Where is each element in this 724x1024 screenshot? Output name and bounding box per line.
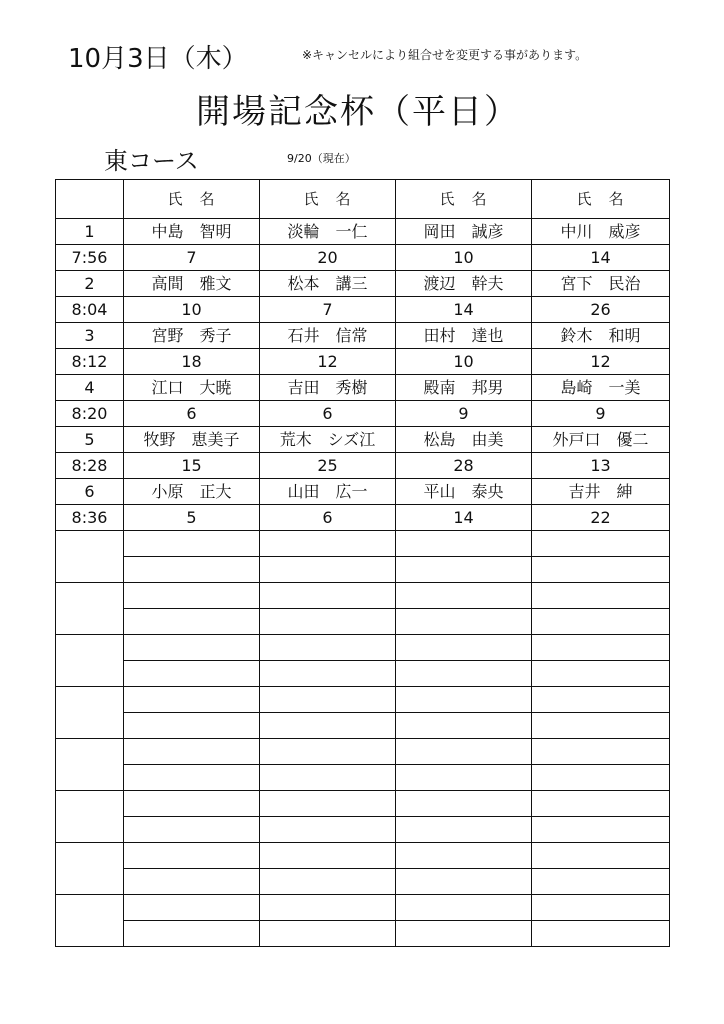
empty-name-cell [124,531,260,557]
handicap-row [56,401,670,427]
player-handicap: 14 [396,505,532,531]
player-name: 岡田 誠彦 [396,219,532,245]
empty-handicap-cell [396,557,532,583]
player-handicap: 10 [124,297,260,323]
player-name: 高間 雅文 [124,271,260,297]
empty-name-cell [124,739,260,765]
empty-name-cell [532,583,670,609]
empty-handicap-cell [124,765,260,791]
empty-handicap-cell [532,661,670,687]
empty-name-cell [532,739,670,765]
empty-handicap-cell [532,557,670,583]
player-name: 鈴木 和明 [532,323,670,349]
column-header: 氏 名 [396,180,532,219]
player-name: 外戸口 優二 [532,427,670,453]
empty-handicap-row [56,869,670,895]
empty-handicap-cell [260,661,396,687]
empty-handicap-cell [260,765,396,791]
empty-handicap-cell [396,609,532,635]
player-handicap: 13 [532,453,670,479]
empty-handicap-cell [532,609,670,635]
empty-name-cell [396,791,532,817]
table-body [56,219,670,947]
empty-group-cell [56,895,124,947]
player-name: 淡輪 一仁 [260,219,396,245]
player-handicap: 9 [396,401,532,427]
empty-name-cell [396,531,532,557]
group-number: 2 [56,271,124,297]
player-handicap: 26 [532,297,670,323]
empty-handicap-row [56,817,670,843]
player-name: 吉田 秀樹 [260,375,396,401]
empty-handicap-cell [124,713,260,739]
empty-name-cell [532,635,670,661]
empty-name-cell [396,895,532,921]
empty-name-row [56,843,670,869]
empty-group-cell [56,739,124,791]
empty-name-cell [396,583,532,609]
player-handicap: 6 [260,505,396,531]
player-name: 渡辺 幹夫 [396,271,532,297]
empty-name-cell [260,687,396,713]
course-name: 東コース [104,147,199,175]
handicap-row [56,453,670,479]
empty-name-cell [124,583,260,609]
empty-handicap-cell [396,921,532,947]
empty-name-row [56,791,670,817]
empty-handicap-cell [124,661,260,687]
tee-time: 8:36 [56,505,124,531]
name-row [56,219,670,245]
empty-group-cell [56,583,124,635]
empty-handicap-row [56,921,670,947]
player-handicap: 28 [396,453,532,479]
name-row [56,323,670,349]
player-name: 宮野 秀子 [124,323,260,349]
empty-name-cell [124,635,260,661]
tee-time: 8:28 [56,453,124,479]
empty-handicap-cell [260,557,396,583]
empty-handicap-cell [396,765,532,791]
empty-name-cell [396,687,532,713]
name-row [56,375,670,401]
player-handicap: 7 [124,245,260,271]
empty-name-cell [260,895,396,921]
empty-name-row [56,687,670,713]
empty-handicap-cell [396,817,532,843]
player-handicap: 6 [260,401,396,427]
handicap-row [56,505,670,531]
player-name: 田村 達也 [396,323,532,349]
player-handicap: 14 [396,297,532,323]
player-handicap: 12 [260,349,396,375]
name-row [56,479,670,505]
cancellation-note: ※キャンセルにより組合せを変更する事があります。 [302,48,588,62]
event-date: 10月3日（木） [68,44,248,74]
tee-time: 8:04 [56,297,124,323]
empty-name-cell [260,635,396,661]
empty-handicap-cell [124,609,260,635]
empty-name-cell [532,791,670,817]
empty-name-cell [124,791,260,817]
player-name: 荒木 シズ江 [260,427,396,453]
empty-group-cell [56,791,124,843]
empty-handicap-cell [532,765,670,791]
empty-handicap-cell [260,817,396,843]
player-handicap: 22 [532,505,670,531]
column-header: 氏 名 [532,180,670,219]
player-name: 小原 正大 [124,479,260,505]
empty-handicap-cell [124,869,260,895]
name-row [56,427,670,453]
player-handicap: 9 [532,401,670,427]
tee-time: 7:56 [56,245,124,271]
column-header: 氏 名 [260,180,396,219]
player-name: 中川 威彦 [532,219,670,245]
empty-name-row [56,531,670,557]
empty-handicap-cell [260,921,396,947]
empty-group-cell [56,635,124,687]
player-name: 宮下 民治 [532,271,670,297]
empty-handicap-cell [260,713,396,739]
empty-name-cell [396,635,532,661]
handicap-row [56,245,670,271]
player-handicap: 12 [532,349,670,375]
empty-name-cell [260,531,396,557]
empty-group-cell [56,687,124,739]
empty-handicap-cell [124,921,260,947]
handicap-row [56,349,670,375]
empty-handicap-cell [532,921,670,947]
empty-handicap-row [56,557,670,583]
pairing-table [55,179,670,947]
player-name: 山田 広一 [260,479,396,505]
tee-time: 8:20 [56,401,124,427]
empty-handicap-cell [532,713,670,739]
player-name: 平山 泰央 [396,479,532,505]
empty-handicap-cell [396,713,532,739]
empty-handicap-cell [260,869,396,895]
player-handicap: 10 [396,245,532,271]
player-handicap: 10 [396,349,532,375]
player-name: 吉井 紳 [532,479,670,505]
page-title: 開場記念杯（平日） [196,92,520,132]
player-name: 牧野 恵美子 [124,427,260,453]
empty-name-cell [260,739,396,765]
empty-group-cell [56,843,124,895]
header-row [56,180,670,219]
empty-name-cell [532,843,670,869]
empty-name-cell [260,843,396,869]
player-handicap: 14 [532,245,670,271]
empty-name-cell [396,843,532,869]
player-name: 殿南 邦男 [396,375,532,401]
empty-handicap-cell [124,557,260,583]
group-number: 1 [56,219,124,245]
empty-name-cell [396,739,532,765]
empty-name-row [56,895,670,921]
empty-handicap-cell [396,869,532,895]
player-handicap: 18 [124,349,260,375]
player-name: 島崎 一美 [532,375,670,401]
group-number: 4 [56,375,124,401]
player-name: 江口 大暁 [124,375,260,401]
empty-name-cell [532,531,670,557]
player-handicap: 7 [260,297,396,323]
empty-handicap-row [56,661,670,687]
empty-name-cell [532,687,670,713]
empty-handicap-cell [396,661,532,687]
name-row [56,271,670,297]
empty-name-row [56,583,670,609]
group-number: 6 [56,479,124,505]
player-handicap: 5 [124,505,260,531]
empty-name-row [56,739,670,765]
empty-name-cell [124,687,260,713]
player-name: 中島 智明 [124,219,260,245]
as-of-date: 9/20（現在） [287,152,356,165]
empty-name-cell [532,895,670,921]
player-name: 石井 信常 [260,323,396,349]
empty-handicap-row [56,609,670,635]
empty-name-cell [260,791,396,817]
corner-cell [56,180,124,219]
empty-handicap-cell [532,817,670,843]
player-handicap: 15 [124,453,260,479]
player-name: 松本 講三 [260,271,396,297]
player-handicap: 25 [260,453,396,479]
empty-handicap-row [56,765,670,791]
empty-handicap-cell [532,869,670,895]
empty-name-row [56,635,670,661]
player-handicap: 20 [260,245,396,271]
group-number: 3 [56,323,124,349]
empty-name-cell [124,843,260,869]
empty-name-cell [260,583,396,609]
group-number: 5 [56,427,124,453]
player-name: 松島 由美 [396,427,532,453]
empty-group-cell [56,531,124,583]
column-header: 氏 名 [124,180,260,219]
empty-handicap-row [56,713,670,739]
tee-time: 8:12 [56,349,124,375]
handicap-row [56,297,670,323]
empty-handicap-cell [260,609,396,635]
empty-name-cell [124,895,260,921]
player-handicap: 6 [124,401,260,427]
empty-handicap-cell [124,817,260,843]
